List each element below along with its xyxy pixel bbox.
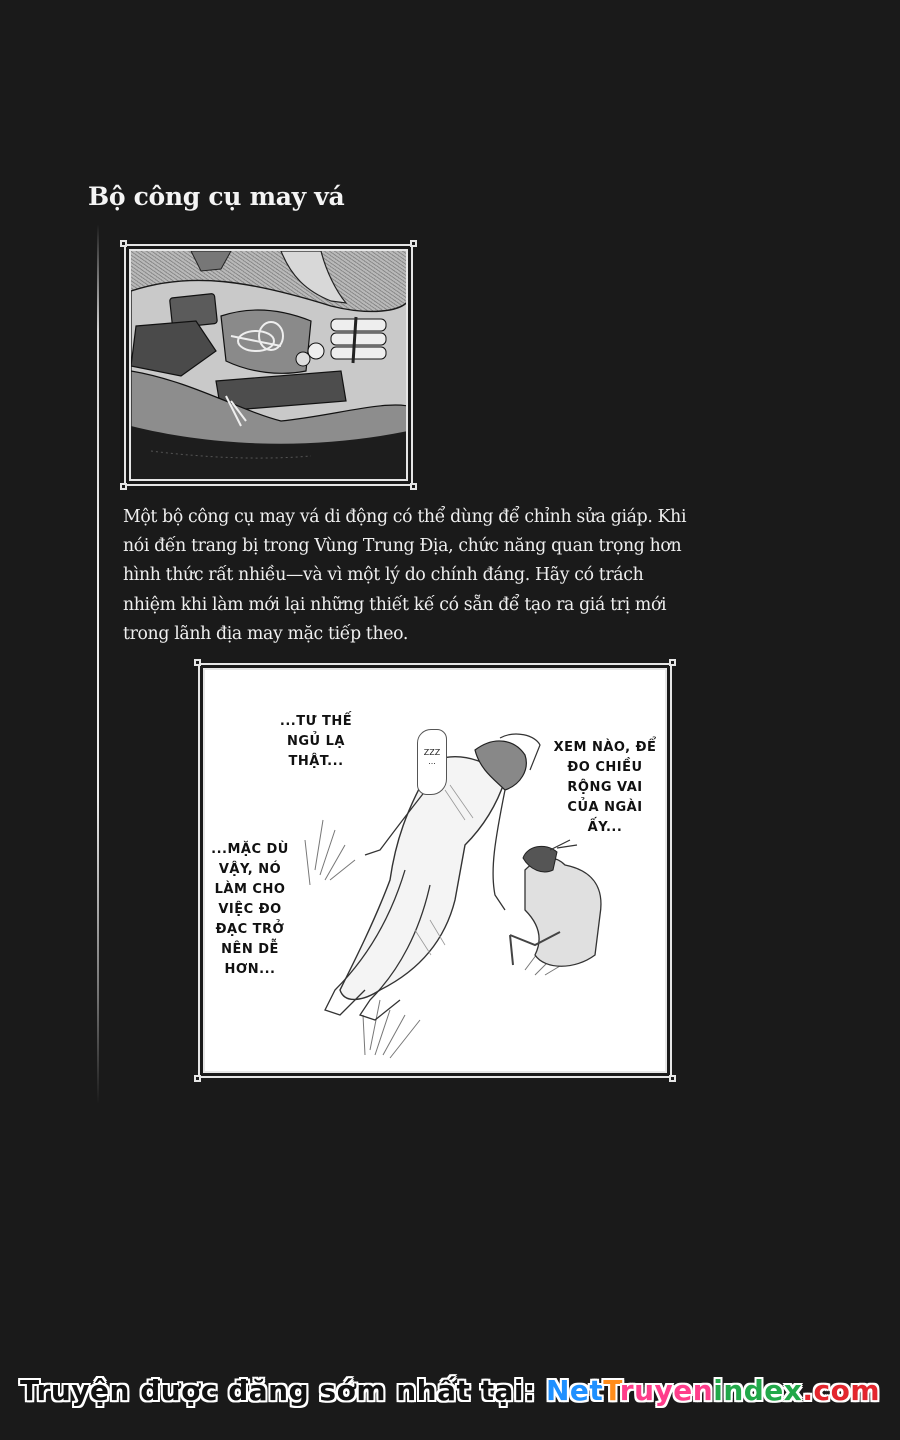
speech-line: THẬT...	[288, 754, 344, 769]
measuring-sketch-illustration	[194, 659, 676, 1082]
site-part: ruyen	[619, 1374, 714, 1407]
sewing-kit-drawing	[131, 251, 408, 481]
speech-line: ĐO CHIỀU	[567, 760, 643, 775]
sewing-kit-illustration	[120, 240, 417, 490]
site-part: Net	[545, 1374, 604, 1407]
frame-corner-ornament	[194, 659, 201, 666]
speech-line: CỦA NGÀI	[567, 800, 643, 815]
site-part: .com	[802, 1374, 880, 1407]
frame-corner-ornament	[410, 240, 417, 247]
speech-line: NÊN DỄ	[221, 942, 279, 957]
site-part: index	[713, 1374, 803, 1407]
frame-corner-ornament	[410, 483, 417, 490]
speech-right	[550, 738, 660, 838]
frame-corner-ornament	[120, 240, 127, 247]
watermark-lead-text: Truyện được đăng sớm nhất tại:	[20, 1374, 546, 1407]
speech-line: NGỦ LẠ	[287, 734, 345, 749]
speech-line: RỘNG VAI	[567, 780, 643, 795]
illustration-image	[203, 668, 667, 1073]
frame-corner-ornament	[669, 1075, 676, 1082]
site-part: T	[603, 1374, 620, 1407]
frame-corner-ornament	[120, 483, 127, 490]
speech-line: ...TƯ THẾ	[279, 714, 353, 729]
speech-line: XEM NÀO, ĐỂ	[553, 740, 657, 755]
watermark-site-link[interactable]	[546, 1374, 880, 1407]
illustration-image	[129, 249, 408, 481]
section-title: Bộ công cụ may vá	[88, 182, 345, 211]
speech-line: LÀM CHO	[214, 882, 286, 897]
speech-line: ĐẠC TRỞ	[215, 922, 285, 937]
sleep-speech-bubble	[417, 729, 447, 795]
decorative-vertical-rule	[97, 224, 99, 1104]
sleep-bubble-ellipsis: ...	[428, 757, 436, 766]
item-description: Một bộ công cụ may vá di động có thể dùng để chỉnh sửa giáp. Khi nói đến trang bị trong Vùng Trung Địa, chức năng quan trọng hơn hình thức rất nhiều—và vì một lý do chính đáng. Hãy có trách nhiệm khi làm mới lại những thiết kế có sẵn để tạo ra giá trị mới trong lãnh địa may mặc tiếp theo.	[123, 507, 687, 644]
speech-left	[205, 840, 295, 980]
speech-line: VẬY, NÓ	[218, 862, 282, 877]
source-watermark	[0, 1374, 900, 1407]
speech-line: HƠN...	[224, 962, 276, 977]
speech-line: ẤY...	[587, 820, 623, 835]
speech-line: ...MẶC DÙ	[211, 842, 289, 857]
sleep-bubble-text: ZZZ	[423, 748, 441, 757]
speech-top-left	[261, 712, 371, 772]
speech-line: VIỆC ĐO	[218, 902, 282, 917]
frame-corner-ornament	[669, 659, 676, 666]
frame-corner-ornament	[194, 1075, 201, 1082]
